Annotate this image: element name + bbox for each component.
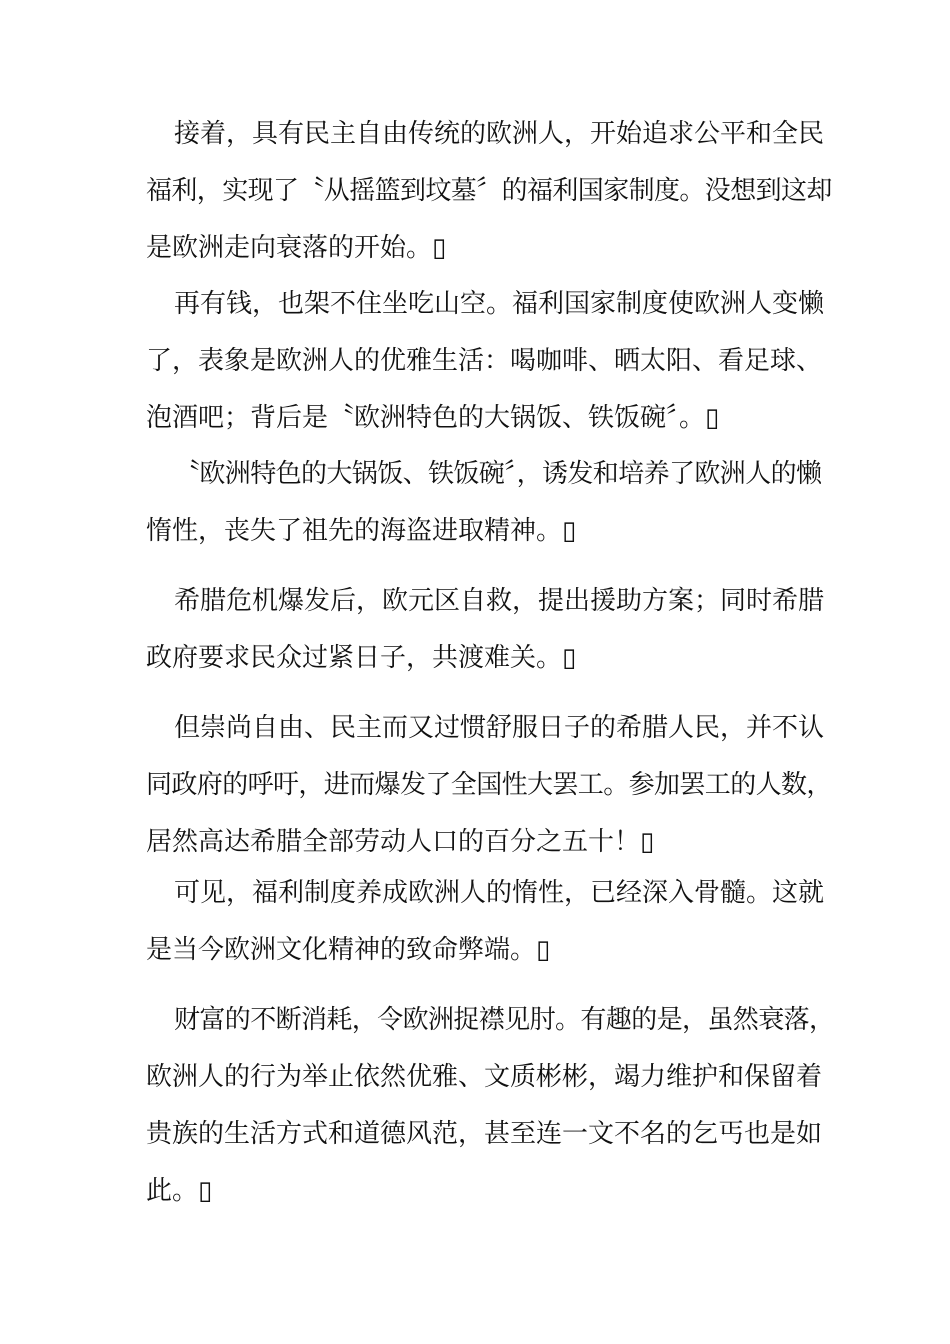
paragraph-line: 福利，实现了〝从摇篮到坟墓〞的福利国家制度。没想到这却: [146, 176, 832, 206]
paragraph-line: 此。▯: [146, 1176, 213, 1206]
paragraph-line: 政府要求民众过紧日子，共渡难关。▯: [146, 643, 577, 673]
paragraph-line: 但崇尚自由、民主而又过惯舒服日子的希腊人民，并不认: [174, 713, 825, 743]
paragraph-line: 惰性，丧失了祖先的海盗进取精神。▯: [146, 516, 577, 546]
paragraph-line: 欧洲人的行为举止依然优雅、文质彬彬，竭力维护和保留着: [146, 1062, 823, 1092]
paragraph-line: 同政府的呼吁，进而爆发了全国性大罢工。参加罢工的人数，: [146, 770, 832, 800]
paragraph-2: [146, 286, 825, 457]
paragraph-line: 居然高达希腊全部劳动人口的百分之五十！▯: [146, 827, 655, 857]
paragraph-line: 是欧洲走向衰落的开始。▯: [146, 233, 447, 263]
paragraph-line: 泡酒吧；背后是〝欧洲特色的大锅饭、铁饭碗〞。▯: [146, 403, 720, 433]
paragraph-line: 可见，福利制度养成欧洲人的惰性，已经深入骨髓。这就: [174, 878, 825, 908]
paragraph-line: 是当今欧洲文化精神的致命弊端。▯: [146, 935, 551, 965]
paragraph-6: [146, 875, 825, 989]
paragraph-line: 再有钱，也架不住坐吃山空。福利国家制度使欧洲人变懒: [174, 289, 825, 319]
paragraph-7: [146, 1002, 835, 1230]
paragraph-4: [146, 583, 825, 697]
paragraph-line: 接着，具有民主自由传统的欧洲人，开始追求公平和全民: [174, 119, 825, 149]
paragraph-line: 贵族的生活方式和道德风范，甚至连一文不名的乞丐也是如: [146, 1119, 823, 1149]
paragraph-line: 〝欧洲特色的大锅饭、铁饭碗〞，诱发和培养了欧洲人的懒: [174, 459, 822, 489]
paragraph-3: [146, 456, 822, 570]
paragraph-line: 希腊危机爆发后，欧元区自救，提出援助方案；同时希腊: [174, 586, 825, 616]
paragraph-5: [146, 710, 832, 881]
paragraph-line: 了，表象是欧洲人的优雅生活：喝咖啡、晒太阳、看足球、: [146, 346, 823, 376]
paragraph-line: 财富的不断消耗，令欧洲捉襟见肘。有趣的是，虽然衰落，: [174, 1005, 835, 1035]
paragraph-1: [146, 116, 832, 287]
